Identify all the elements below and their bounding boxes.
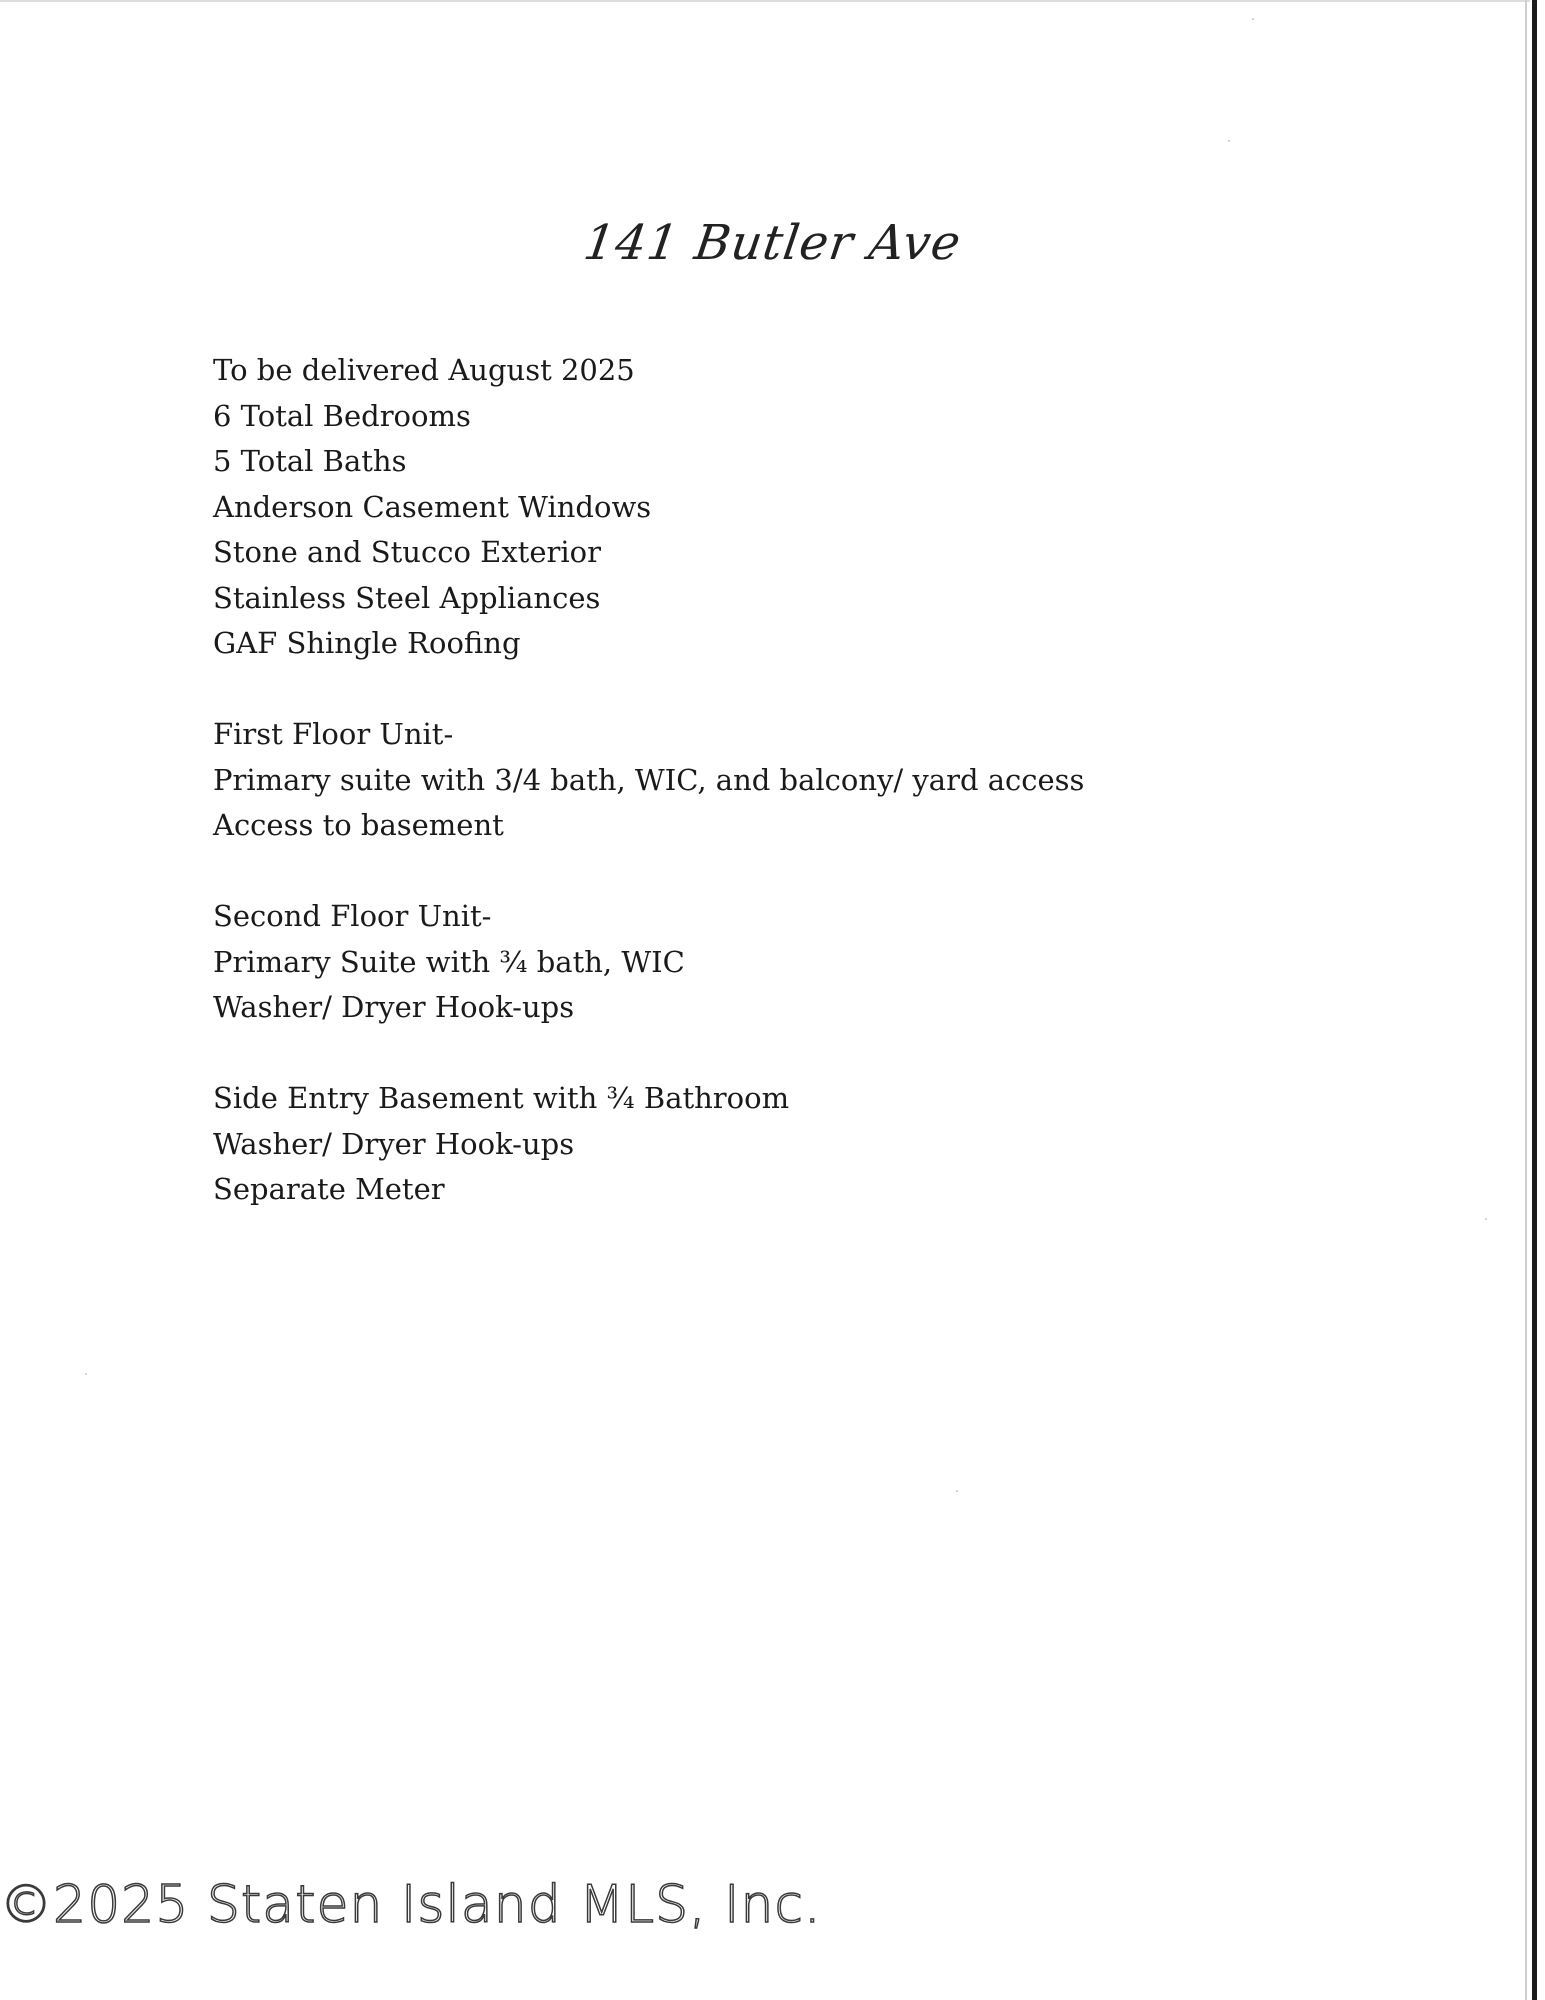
property-details	[213, 348, 1413, 1213]
detail-line: GAF Shingle Roofing	[213, 626, 521, 660]
paragraph-gap	[213, 1031, 1413, 1077]
detail-line: 5 Total Baths	[213, 444, 407, 478]
scan-speck	[956, 1490, 958, 1492]
section-heading-first-floor: First Floor Unit-	[213, 717, 454, 751]
paragraph-gap	[213, 849, 1413, 895]
scan-right-edge-shadow	[1525, 0, 1527, 2000]
detail-line: To be delivered August 2025	[213, 353, 635, 387]
detail-line: Access to basement	[213, 808, 504, 842]
scan-top-edge	[0, 0, 1530, 2]
scan-right-edge-border	[1532, 0, 1537, 2000]
detail-line: Stainless Steel Appliances	[213, 580, 601, 615]
detail-line: Primary suite with 3/4 bath, WIC, and balcony/ yard access	[213, 762, 1085, 797]
copyright-watermark: ©2025 Staten Island MLS, Inc.	[0, 1875, 822, 1935]
scan-speck	[1228, 140, 1230, 142]
scan-speck	[1485, 1218, 1487, 1220]
detail-line: Separate Meter	[213, 1172, 445, 1206]
detail-line: Washer/ Dryer Hook-ups	[213, 990, 575, 1024]
detail-line: 6 Total Bedrooms	[213, 398, 471, 433]
document-title: 141 Butler Ave	[580, 215, 965, 271]
detail-line: Stone and Stucco Exterior	[213, 535, 601, 569]
section-heading-second-floor: Second Floor Unit-	[213, 899, 492, 933]
paragraph-gap	[213, 667, 1413, 713]
section-heading-basement: Side Entry Basement with ¾ Bathroom	[213, 1081, 790, 1115]
detail-line: Anderson Casement Windows	[213, 489, 652, 524]
detail-line: Washer/ Dryer Hook-ups	[213, 1126, 575, 1161]
scan-speck	[85, 1373, 87, 1375]
scan-speck	[1252, 18, 1254, 20]
detail-line: Primary Suite with ¾ bath, WIC	[213, 944, 685, 979]
